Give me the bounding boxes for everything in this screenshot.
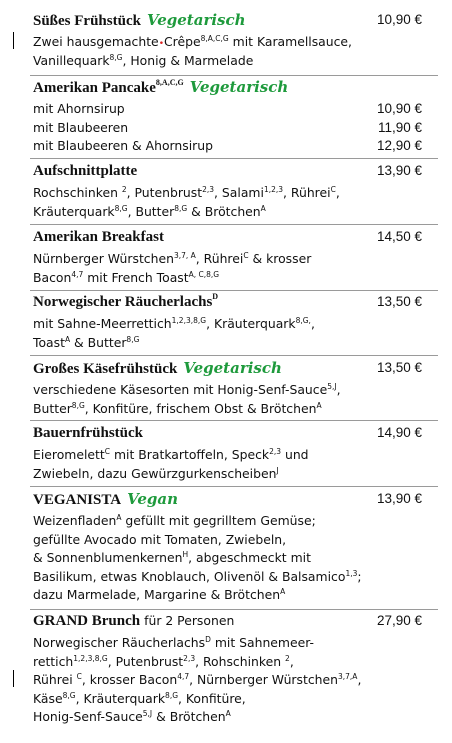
item-description-line: Butter$^{8,G}$, Konfitüre, frischem Obst & Brötchen$^A$ <box>33 400 322 416</box>
divider <box>30 486 438 487</box>
item-title: Großes Käsefrühstück <box>33 361 178 377</box>
item-title: Amerikan Pancake <box>33 80 156 96</box>
item-description-line: Nürnberger Würstchen$^{3,7, A}$, Rührei$^C$ & krosser <box>33 251 312 266</box>
menu-item-amerikan-breakfast <box>33 228 431 287</box>
item-description-line: Basilikum, etwas Knoblauch, Olivenöl & Balsamico$^{1,3}$; <box>33 568 362 584</box>
pancake-option: mit Blaubeeren 11,90 € <box>33 119 422 135</box>
item-description-line: mit Sahne-Meerrettich$^{1,2,3,8,G}$, Kräuterquark$^{8,G,}$, <box>33 316 315 331</box>
item-description-line: Vanillequark$^{8,G}$, Honig & Marmelade <box>33 52 254 68</box>
item-subtitle: für 2 Personen <box>144 613 235 628</box>
divider <box>30 420 438 421</box>
vegetarian-label: Vegetarisch <box>146 11 246 29</box>
vegetarian-label: Vegetarisch <box>189 78 289 96</box>
vegan-label: Vegan <box>127 490 178 508</box>
menu-item-norwegischer-raeucherlachs: Norwegischer Räucherlachs$^D$ 13,50 € mit Sahne-Meerrettich$^{1,2,3,8,G}$, Kräuterquark$^{8,G,}$, Toast$^A$ & Butter$^{8,G}$ <box>33 293 431 352</box>
menu-item-amerikan-pancake: Amerikan Pancake$^{8,A,C,G}$ Vegetarisch mit Ahornsirup 10,90 € mit Blaubeeren 11,90 € mit Blaubeeren & Ahornsirup 12,90 € <box>33 78 431 156</box>
item-description-line: Toast$^A$ & Butter$^{8,G}$ <box>33 334 140 350</box>
item-price: 13,90 € <box>376 491 422 506</box>
item-description-line: Rochschinken $^2$, Putenbrust$^{2,3}$, Salami$^{1,2,3}$, Rührei$^C$, <box>33 185 340 200</box>
item-description-line: Käse$^{8,G}$, Kräuterquark$^{8,G}$, Konfitüre, <box>33 690 246 706</box>
menu-item-bauernfruehstueck <box>33 424 431 483</box>
item-title: Amerikan Breakfast <box>33 229 164 245</box>
edit-mark-icon <box>13 670 14 687</box>
item-price: 27,90 € <box>376 613 422 628</box>
vegetarian-label: Vegetarisch <box>183 359 282 377</box>
menu-item-aufschnittplatte <box>33 162 431 221</box>
divider <box>30 355 438 356</box>
item-description-line: dazu Marmelade, Margarine & Brötchen$^A$ <box>33 587 286 602</box>
item-description-line: Zwei hausgemachte•Crêpe$^{8,A,C,G}$ mit Karamellsauce, <box>33 34 352 49</box>
divider <box>30 609 438 610</box>
edit-mark-icon <box>13 32 14 49</box>
item-price: 13,90 € <box>376 163 422 178</box>
menu-item-grand-brunch <box>33 612 431 727</box>
item-description-line: Kräuterquark$^{8,G}$, Butter$^{8,G}$ & Brötchen$^A$ <box>33 203 266 219</box>
divider <box>30 75 438 76</box>
item-title: Süßes Frühstück <box>33 13 141 29</box>
item-price: 14,50 € <box>376 229 422 244</box>
item-price: 14,90 € <box>376 425 422 440</box>
divider <box>30 290 438 291</box>
item-description-line: Honig-Senf-Sauce$^{5,J}$ & Brötchen$^A$ <box>33 709 231 724</box>
item-title: GRAND Brunch <box>33 613 141 629</box>
item-description-line: rettich$^{1,2,3,8,G}$, Putenbrust$^{2,3}$, Rohschinken $^2$, <box>33 653 294 669</box>
item-description-line: gefüllte Avocado mit Tomaten, Zwiebeln, <box>33 531 287 547</box>
pancake-option: mit Ahornsirup 10,90 € <box>33 101 422 116</box>
item-price: 10,90 € <box>376 12 422 27</box>
item-price: 13,50 € <box>376 360 422 375</box>
menu-item-grosses-kaesefruehstueck <box>33 359 431 418</box>
divider <box>30 158 438 159</box>
item-description-line: Rührei $^C$, krosser Bacon$^{4,7}$, Nürnberger Würstchen$^{3,7,A}$, <box>33 672 362 687</box>
item-description-line: Eieromelett$^C$ mit Bratkartoffeln, Speck$^{2,3}$ und <box>33 447 309 462</box>
strike-mark-icon: • <box>158 39 164 49</box>
pancake-option: mit Blaubeeren & Ahornsirup 12,90 € <box>33 138 422 153</box>
item-title: Norwegischer Räucherlachs <box>33 294 213 310</box>
item-title: Bauernfrühstück <box>33 425 144 441</box>
divider <box>30 224 438 225</box>
menu-item-veganista <box>33 490 431 605</box>
item-description-line: Bacon$^{4,7}$ mit French Toast$^{A, C,8,G}$ <box>33 269 220 285</box>
item-title: Aufschnittplatte <box>33 163 138 179</box>
item-description-line: Norwegischer Räucherlachs$^D$ mit Sahnemeer- <box>33 635 315 650</box>
item-description-line: & Sonnenblumenkernen$^H$, abgeschmeckt mit <box>33 550 311 565</box>
item-description-line: verschiedene Käsesorten mit Honig-Senf-Sauce$^{5,J}$, <box>33 382 341 397</box>
item-description-line: Weizenfladen$^A$ gefüllt mit gegrilltem Gemüse; <box>33 513 316 528</box>
menu-item-suesses-fruehstueck <box>33 11 431 70</box>
item-description-line: Zwiebeln, dazu Gewürzgurkenscheiben$^J$ <box>33 465 279 481</box>
item-price: 13,50 € <box>376 294 422 309</box>
item-title: VEGANISTA <box>33 492 122 508</box>
